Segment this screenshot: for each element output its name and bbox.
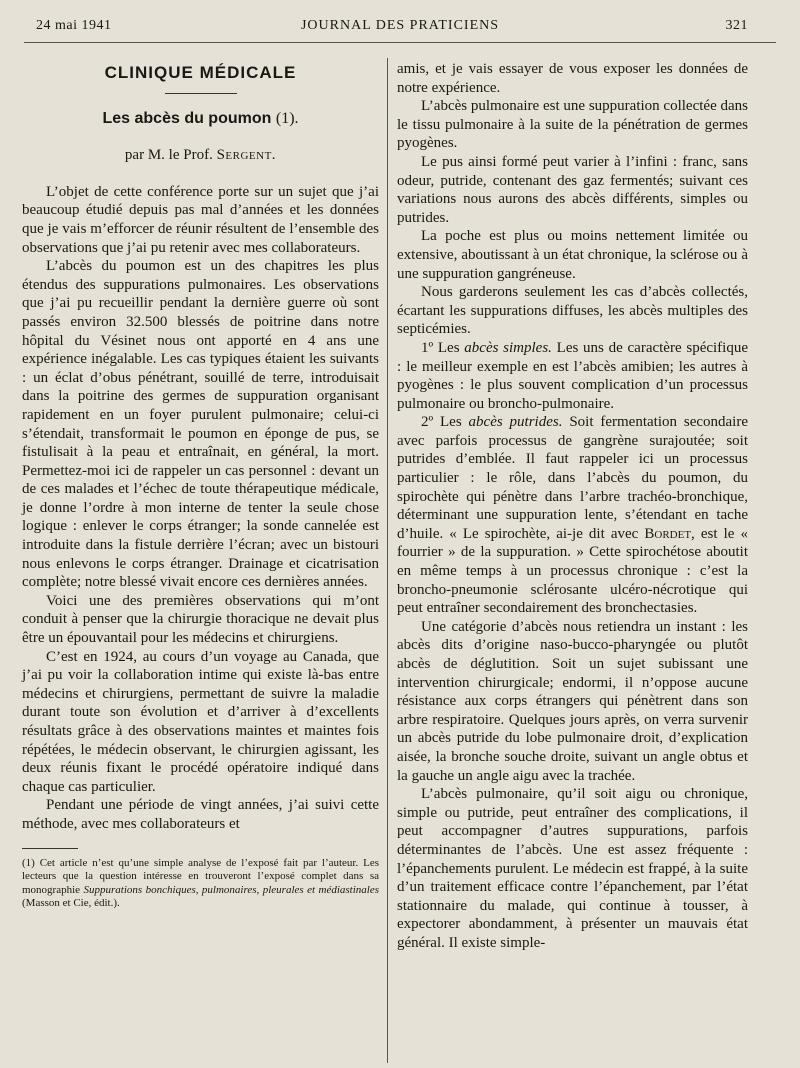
paragraph-text: est le « fourrier » de la suppuration. » Cette spirochétose aboutit en même temps à un processus chronique : c’est la broncho-pneumonie sclérosante ulcéro-nécrotique qui peut entraîner secondairement des bronchectasies.	[397, 525, 749, 617]
running-header	[24, 18, 776, 40]
paragraph-simple-abscess	[397, 339, 748, 413]
footnote-rule	[22, 848, 78, 849]
paragraph: L’abcès pulmonaire, qu’il soit aigu ou chronique, simple ou putride, peut entraîner des complications, il peut accompagner d’autres suppurations, parfois déterminantes de l’abcès. Une est assez fréquente : l’épanchements purulent. Le médecin est frappé, à la suite d’un traitement efficace contre l’épanchement, par l’état stationnaire du malade, qui continue à tousser, à expectorer abondamment, à présenter un mauvais état général. Il existe simple-	[397, 786, 748, 951]
byline-prefix: par M. le Prof.	[124, 147, 213, 164]
paragraph: L’abcès du poumon est un des chapitres les plus étendus des suppurations pulmonaires. Les observations que j’ai pu recueillir pendant la dernière guerre où sont passés environ 32.500 blessés de poitrine dans notre hôpital du Vésinet nous ont apporté en 4 ans une expérience inégalable. Les cas typiques étaient les suivants : un éclat d’obus pénétrant, souillé de terre, introduisait dans la poitrine des germes de suppuration organisant rapidement en un foyer purulent pulmonaire; celui-ci s’étendait, transformait le poumon en éponge de pus, se fistulisait à la peau et entraînait, en général, la mort. Permettez-moi ici de rappeler un cas personnel : devant un de ces malades et l’échec de toute thérapeutique médicale, je donne l’ordre à mon interne de tenter la seule chose logique : enlever le corps étranger; la sonde cannelée est introduite dans la fistule derrière l’écran; avec un bistouri nous enlevons le corps étranger. Drainage et cicatrisation complète; notre blessé vivait encore ces dernières années.	[22, 258, 379, 591]
paragraph: Nous garderons seulement les cas d’abcès collectés, écartant les suppurations diffuses, les abcès multiples des septicémies.	[397, 284, 748, 338]
paragraph: L’abcès pulmonaire est une suppuration collectée dans le tissu pulmonaire à la suite de la pénétration de germes pyogènes.	[397, 98, 748, 152]
paragraph: Le pus ainsi formé peut varier à l’infini : franc, sans odeur, putride, contenant des gaz fermentés; suivant ces variations nous aurons des abcès différents, simples ou putrides.	[397, 153, 748, 226]
paragraph: C’est en 1924, au cours d’un voyage au Canada, que j’ai pu voir la collaboration intime qui existe là-bas entre médecins et chirurgiens, permettant de suivre la maladie durant toute son évolution et d’arriver à d’excellents résultats grâce à des observations maintes et maintes fois répétées, le médecin observant, le chirurgien agissant, les deux réunis fixant le procédé opératoire indiqué dans chaque cas particulier.	[22, 648, 379, 795]
footnote	[22, 857, 379, 911]
cited-name: Bordet,	[644, 525, 695, 542]
footnote-text: (1) Cet article n’est qu’une simple analyse de l’exposé fait par l’auteur. Les lecteurs que la question intéresse en trouveront l’exposé complet dans sa monographie	[22, 856, 379, 896]
left-column	[22, 60, 379, 911]
article-title	[22, 110, 379, 129]
journal-name: JOURNAL DES PRATICIENS	[300, 18, 500, 33]
subheading: abcès simples.	[464, 339, 552, 356]
paragraph: L’objet de cette conférence porte sur un sujet que j’ai beaucoup étudié depuis pas mal d’années et les données que je vais m’efforcer de réunir résultent de l’ensemble des observations que j’ai pu retenir avec mes collaborateurs.	[22, 183, 379, 256]
article-title-text: Les abcès du poumon	[102, 109, 272, 127]
issue-date: 24 mai 1941	[36, 18, 112, 33]
page-number: 321	[725, 18, 748, 33]
subheading: abcès putrides.	[468, 414, 563, 431]
header-divider	[24, 42, 776, 43]
paragraph: Voici une des premières observations qui m’ont conduit à penser que la chirurgie thoracique ne devait plus être un épouvantail pour les médecins et chirurgiens.	[22, 592, 379, 647]
title-rule	[165, 93, 237, 94]
footnote-book-title: Suppurations bonchiques, pulmonaires, pleurales et médiastinales	[83, 883, 379, 896]
column-divider	[387, 58, 388, 1063]
paragraph-text: Soit fermentation secondaire avec parfois processus de gangrène surajoutée; soit putrides d’emblée. Il faut rappeler ici un processus particulier : le rôle, dans l’abcès du poumon, du spirochète qui pénètre dans l’arbre trachéo-bronchique, déterminant une suppuration lente, s’étendant en tache d’huile. « Le spirochète, ai-je dit avec	[397, 414, 748, 542]
footnote-publisher: (Masson et Cie, édit.).	[22, 897, 120, 910]
paragraph: Pendant une période de vingt années, j’ai suivi cette méthode, avec mes collaborateurs et	[22, 797, 379, 832]
section-title: CLINIQUE MÉDICALE	[104, 63, 297, 82]
paragraph-putrid-abscess	[397, 413, 748, 618]
paragraph: La poche est plus ou moins nettement limitée ou extensive, aboutissant à un état chronique, la sclérose ou à une suppuration gangréneuse.	[397, 228, 748, 282]
footnote-ref: (1).	[275, 109, 299, 127]
author-name: Sergent.	[216, 147, 277, 164]
paragraph: Une catégorie d’abcès nous retiendra un instant : les abcès dits d’origine naso-bucco-pharyngée ou plutôt abcès de déglutition. Soit un sujet subissant une intervention chirurgicale; endormi, il n’oppose aucune résistance aux corps étrangers qui pénètrent dans son arbre respiratoire. Quelques jours après, on verra survenir un abcès putride du lobe pulmonaire droit, d’explication aisée, la bronche souche droite, suivant un angle obtus et la gauche un angle aigu avec la trachée.	[397, 618, 748, 784]
byline	[22, 146, 379, 165]
paragraph: amis, et je vais essayer de vous exposer les données de notre expérience.	[397, 61, 748, 96]
list-number: 2º Les	[421, 414, 462, 431]
list-number: 1º Les	[421, 339, 460, 356]
paragraph-text: Les uns de caractère spécifique : le meilleur exemple en est l’abcès amibien; les autres à pyogènes : le plus souvent complication d’un processus pulmonaire ou broncho-pulmonaire.	[397, 339, 748, 412]
right-column	[397, 60, 748, 953]
